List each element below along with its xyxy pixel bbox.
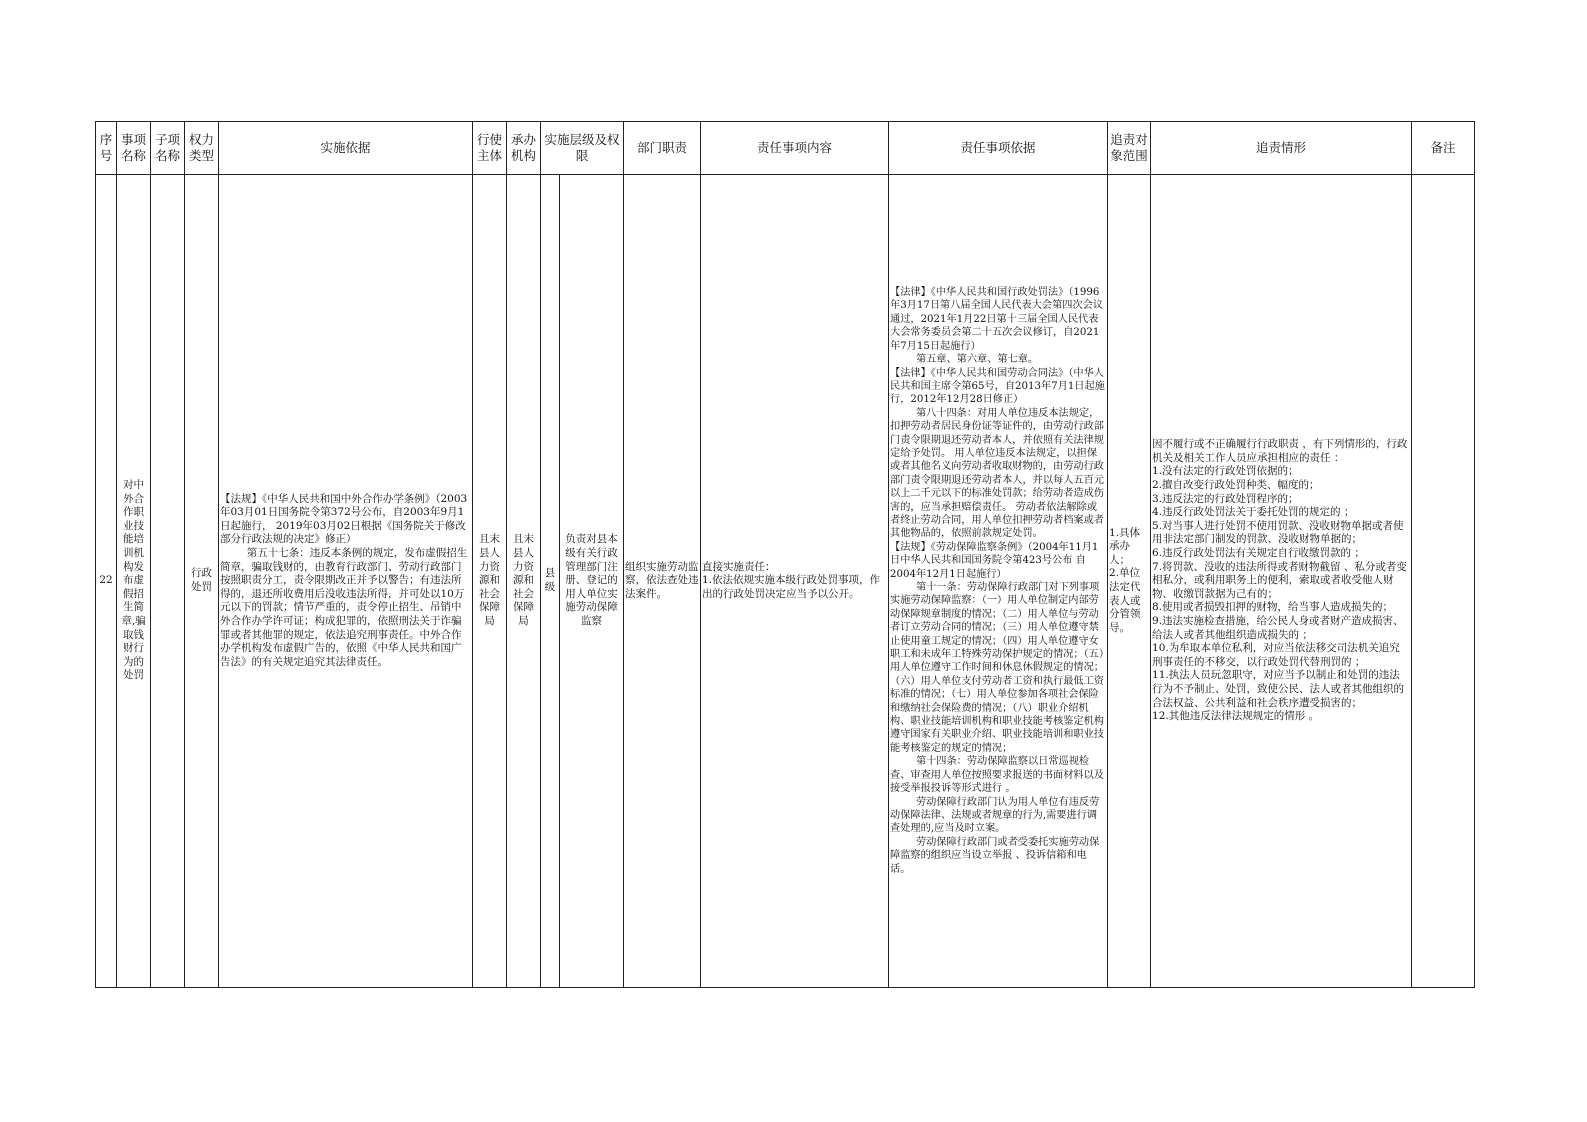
cell-level-a: 县级	[541, 175, 560, 988]
header-scope: 追责对象范围	[1108, 122, 1151, 175]
cell-level-b: 负责对县本级有关行政管理部门注册、登记的用人单位实施劳动保障监察	[560, 175, 624, 988]
header-situations: 追责情形	[1151, 122, 1412, 175]
header-subject: 行使主体	[473, 122, 507, 175]
cell-scope: 1.具体承办人； 2.单位法定代表人或分管领导。	[1108, 175, 1151, 988]
header-row	[96, 122, 1475, 175]
cell-situations: 因不履行或不正确履行行政职责 ，有下列情形的，行政机关及相关工作人员应承担相应的责任 ： 1.没有法定的行政处罚依据的； 2.擅自改变行政处罚种类、幅度的； 3.违反法定的行政处罚程序的； 4.违反行政处罚法关于委托处罚的规定的 ； 5.对当事人进行处罚不使用罚款、没收财物单据或者使用非法定部门制发的罚款、没收财物单据的； 6.违反行政处罚法有关规定自行收缴罚款的 ； 7.将罚款、没收的违法所得或者财物截留 、私分或者变相私分，或利用职务上的便利，索取或者收受他人财物、收缴罚款据为己有的； 8.使用或者损毁扣押的财物，给当事人造成损失的； 9.违法实施检查措施，给公民人身或者财产造成损害、给法人或者其他组织造成损失的 ； 10.为牟取本单位私利，对应当依法移交司法机关追究刑事责任的不移交，以行政处罚代替刑罚的 ； 11.执法人员玩忽职守，对应当予以制止和处罚的违法行为不予制止、处罚，致使公民、法人或者其他组织的合法权益、公共利益和社会秩序遭受损害的； 12.其他违反法律法规规定的情形 。	[1151, 175, 1412, 988]
cell-seq: 22	[96, 175, 117, 988]
cell-duty: 组织实施劳动监察，依法查处违法案件。	[624, 175, 701, 988]
cell-basis: 【法规】《中华人民共和国中外合作办学条例》（2003年03月01日国务院令第372号公布，自2003年9月1日起施行， 2019年03月02日根据《国务院关于修改部分行政法规的决定》修正） 第五十七条：违反本条例的规定，发布虚假招生简章，骗取钱财的，由教育行政部门、劳动行政部门按照职责分工，责令限期改正并予以警告；有违法所得的，退还所收费用后没收违法所得，并可处以10万元以下的罚款；情节严重的，责令停止招生、吊销中外合作办学许可证；构成犯罪的，依照刑法关于诈骗罪或者其他罪的规定，依法追究刑事责任。中外合作办学机构发布虚假广告的，依照《中华人民共和国广告法》的有关规定追究其法律责任。	[219, 175, 473, 988]
cell-agency: 且末县人力资源和社会保障局	[507, 175, 541, 988]
cell-item-name: 对中外合作职业技能培训机构发布虚假招生简章,骗取钱财行为的处罚	[117, 175, 151, 988]
table-row	[96, 175, 1475, 988]
header-remark: 备注	[1412, 122, 1475, 175]
cell-sub-name	[151, 175, 185, 988]
cell-content: 直接实施责任： 1.依法依规实施本级行政处罚事项，作出的行政处罚决定应当予以公开。	[701, 175, 889, 988]
header-agency: 承办机构	[507, 122, 541, 175]
responsibility-table	[95, 121, 1475, 988]
cell-power-type: 行政处罚	[185, 175, 219, 988]
header-power-type: 权力类型	[185, 122, 219, 175]
header-seq: 序号	[96, 122, 117, 175]
cell-resp-basis: 【法律】《中华人民共和国行政处罚法》（1996年3月17日第八届全国人民代表大会第四次会议通过，2021年1月22日第十三届全国人民代表大会常务委员会第二十五次会议修订，自2021年7月15日起施行） 第五章、第六章、第七章。 【法律】《中华人民共和国劳动合同法》（中华人民共和国主席令第65号，自2013年7月1日起施行，2012年12月28日修正） 第八十四条：对用人单位违反本法规定，扣押劳动者居民身份证等证件的，由劳动行政部门责令限期退还劳动者本人，并依照有关法律规定给予处罚。 用人单位违反本法规定，以担保或者其他名义向劳动者收取财物的，由劳动行政部门责令限期退还劳动者本人，并以每人五百元以上二千元以下的标准处罚款；给劳动者造成伤害的，应当承担赔偿责任。 劳动者依法解除或者终止劳动合同，用人单位扣押劳动者档案或者其他物品的，依照前款规定处罚。 【法规】《劳动保障监察条例》（2004年11月1日中华人民共和国国务院令第423号公布 自2004年12月1日起施行） 第十一条：劳动保障行政部门对下列事项实施劳动保障监察：（一）用人单位制定内部劳动保障规章制度的情况；（二）用人单位与劳动者订立劳动合同的情况；（三）用人单位遵守禁止使用童工规定的情况；（四）用人单位遵守女职工和未成年工特殊劳动保护规定的情况；（五）用人单位遵守工作时间和休息休假规定的情况；（六）用人单位支付劳动者工资和执行最低工资标准的情况；（七）用人单位参加各项社会保险和缴纳社会保险费的情况；（八）职业介绍机构、职业技能培训机构和职业技能考核鉴定机构遵守国家有关职业介绍、职业技能培训和职业技能考核鉴定的规定的情况； 第十四条：劳动保障监察以日常巡视检查、审查用人单位按照要求报送的书面材料以及接受举报投诉等形式进行 。 劳动保障行政部门认为用人单位有违反劳动保障法律、法规或者规章的行为,需要进行调查处理的,应当及时立案。 劳动保障行政部门或者受委托实施劳动保障监察的组织应当设立举报 、投诉信箱和电话。	[889, 175, 1108, 988]
header-basis: 实施依据	[219, 122, 473, 175]
header-resp-basis: 责任事项依据	[889, 122, 1108, 175]
header-content: 责任事项内容	[701, 122, 889, 175]
cell-subject: 且末县人力资源和社会保障局	[473, 175, 507, 988]
header-duty: 部门职责	[624, 122, 701, 175]
header-sub-name: 子项名称	[151, 122, 185, 175]
header-item-name: 事项名称	[117, 122, 151, 175]
header-level: 实施层级及权限	[541, 122, 624, 175]
cell-remark	[1412, 175, 1475, 988]
